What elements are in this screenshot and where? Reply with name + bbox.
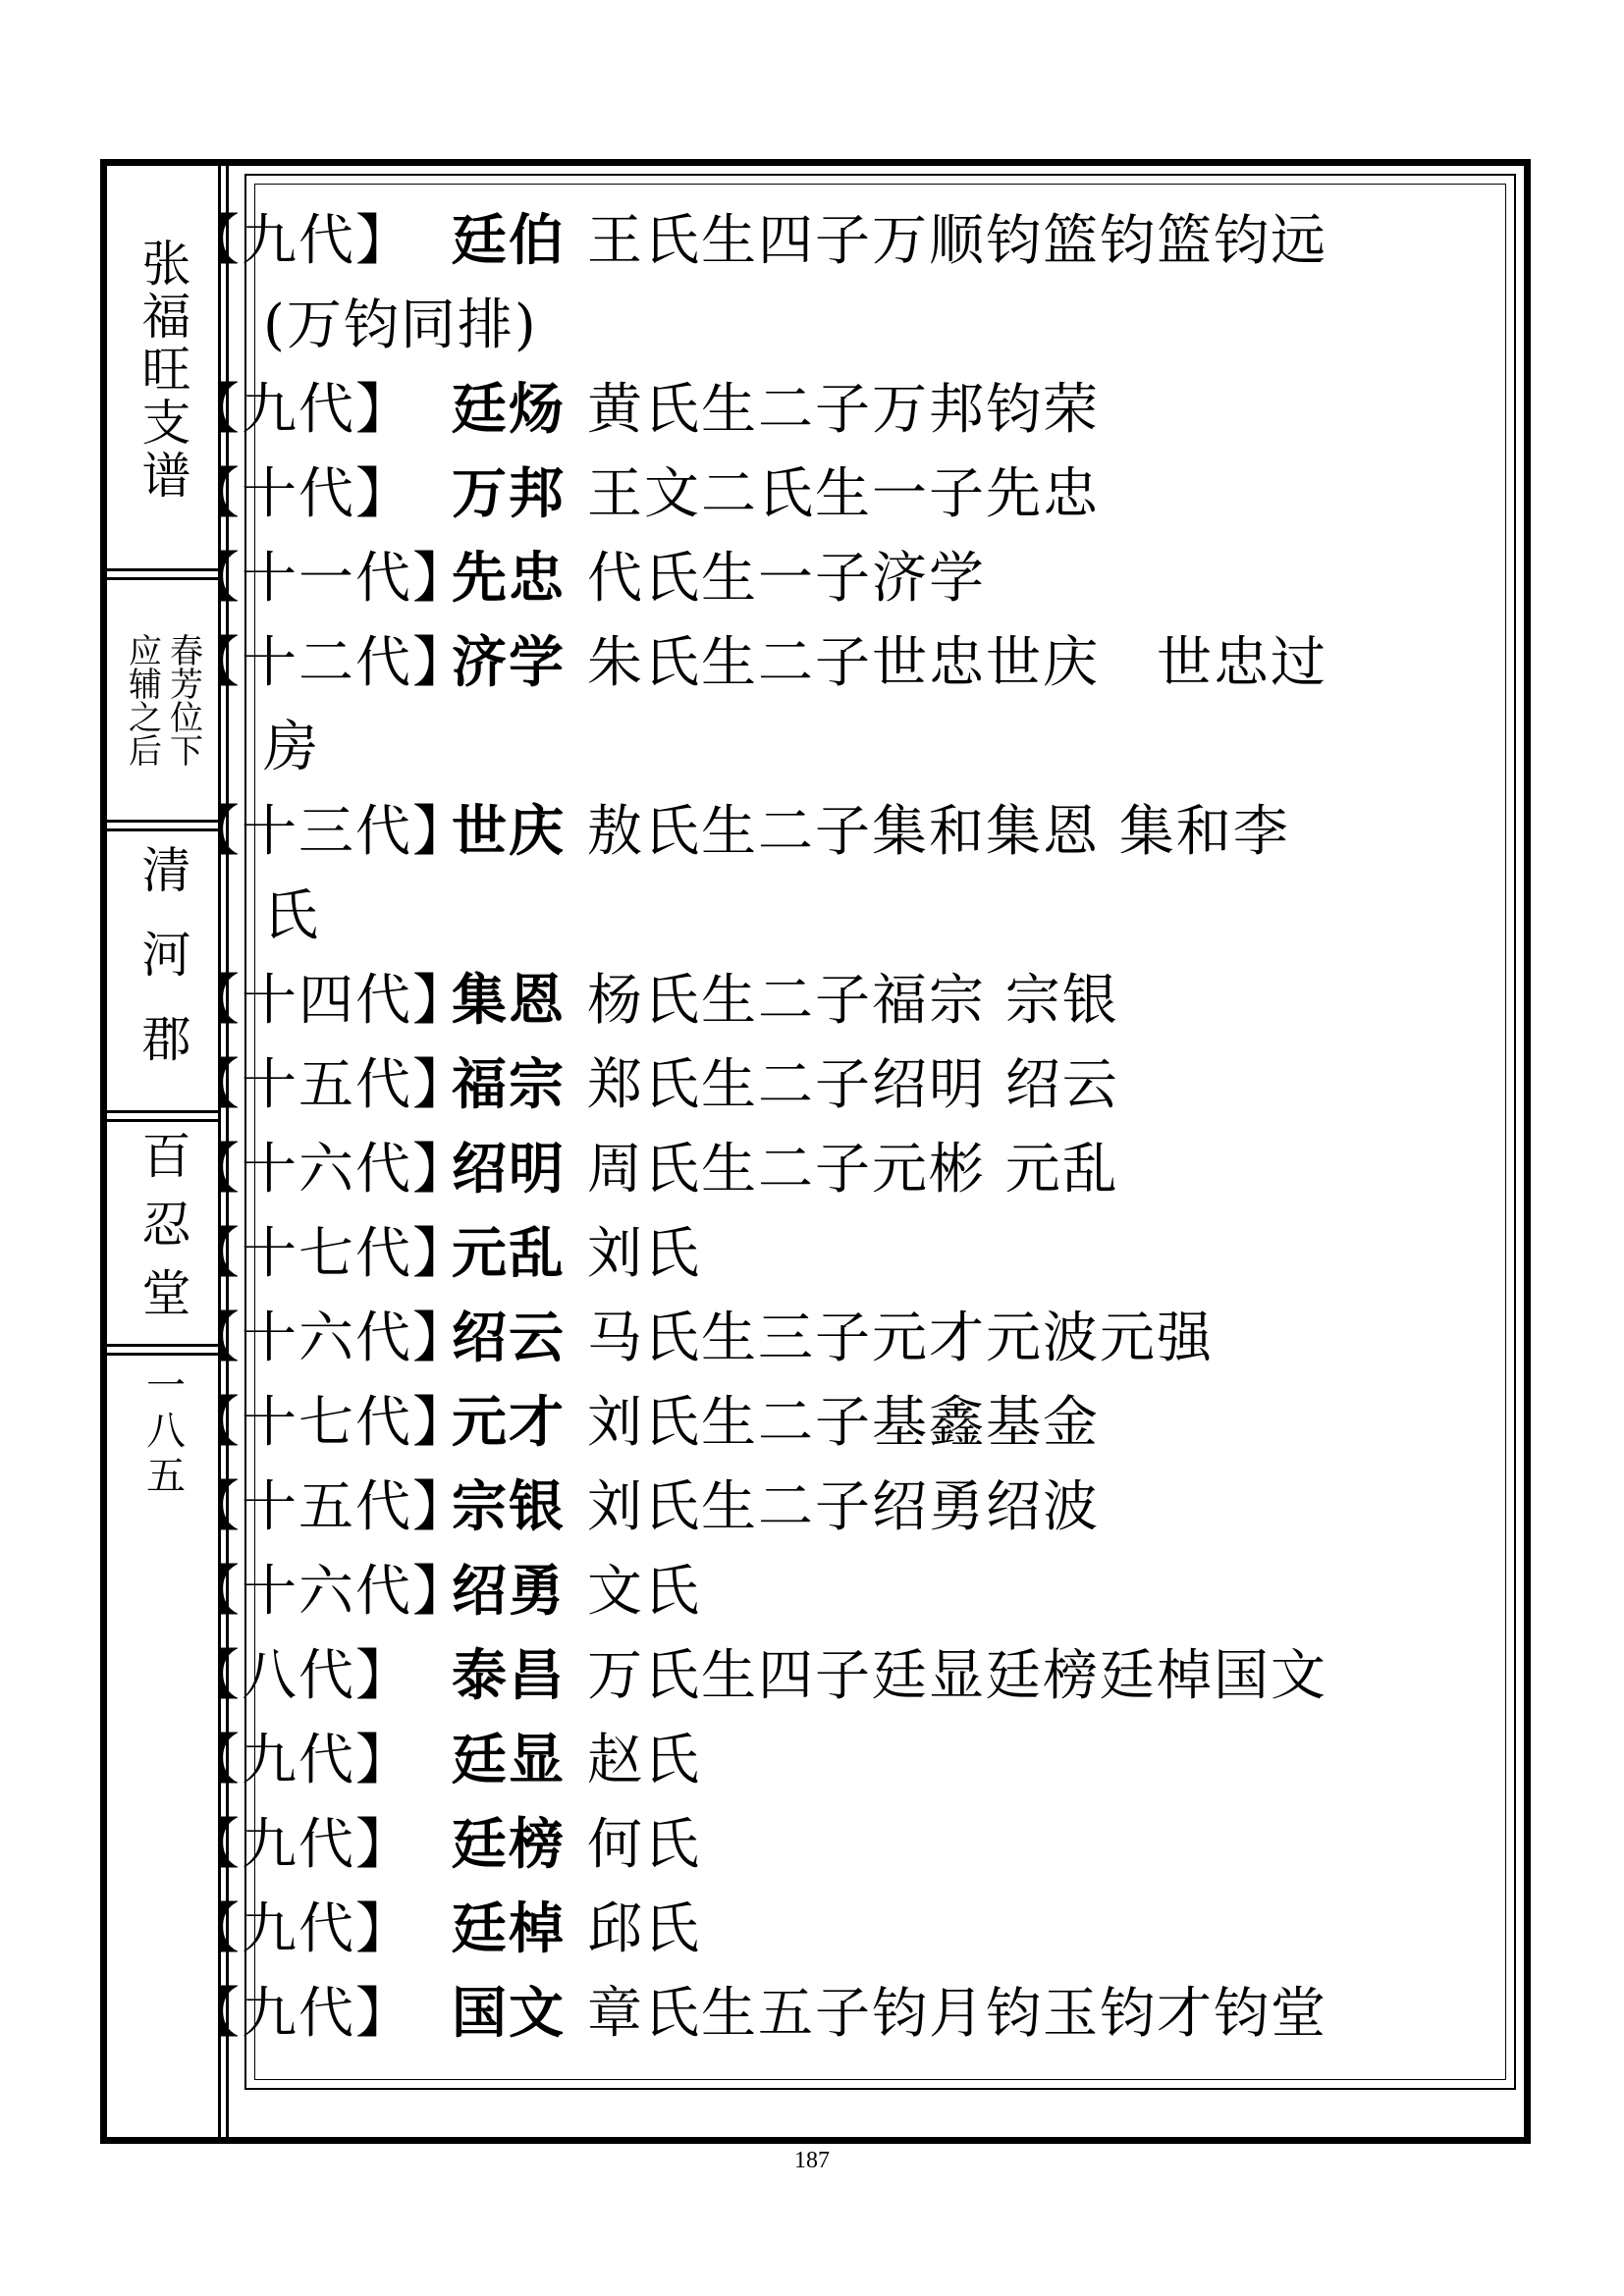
entry-text: 刘氏生二子基鑫基金	[587, 1391, 1100, 1455]
person-name: 廷棹	[452, 1897, 566, 1961]
entry-continuation: 房	[263, 716, 320, 779]
generation-label: 【九代】	[185, 1982, 412, 2046]
entry-text: 郑氏生二子绍明 绍云	[587, 1053, 1119, 1117]
entry-line	[185, 1803, 1500, 1888]
person-name: 元才	[452, 1391, 566, 1455]
entry-text: 杨氏生二子福宗 宗银	[587, 969, 1119, 1033]
person-name: 廷显	[452, 1729, 566, 1792]
entry-text: 黄氏生二子万邦钧荣	[587, 378, 1100, 442]
generation-label: 【十七代】	[185, 1391, 469, 1455]
entry-line	[185, 621, 1500, 706]
person-name: 泰昌	[452, 1644, 566, 1708]
entry-line	[185, 790, 1500, 875]
person-name: 福宗	[452, 1053, 566, 1117]
commandery-name: 清河郡	[134, 844, 191, 1097]
entry-text: 马氏生三子元才元波元强	[587, 1307, 1214, 1370]
entry-continuation: (万钧同排)	[263, 294, 538, 357]
entry-text: 刘氏	[587, 1222, 701, 1286]
person-name: 廷伯	[452, 209, 566, 273]
generation-label: 【九代】	[185, 1897, 412, 1961]
entry-line	[185, 1128, 1500, 1212]
generation-label: 【九代】	[185, 1729, 412, 1792]
folio-number: 一八五	[139, 1364, 186, 1500]
person-name: 先忠	[452, 547, 566, 611]
entry-text: 代氏生一子济学	[587, 547, 986, 611]
entry-line	[185, 1972, 1500, 2056]
generation-label: 【十六代】	[185, 1307, 469, 1370]
person-name: 万邦	[452, 462, 566, 526]
entry-text: 章氏生五子钧月钧玉钧才钧堂	[587, 1982, 1327, 2046]
generation-label: 【九代】	[185, 378, 412, 442]
person-name: 廷榜	[452, 1813, 566, 1877]
person-name: 绍勇	[452, 1560, 566, 1624]
generation-label: 【九代】	[185, 209, 412, 273]
entry-text: 刘氏生二子绍勇绍波	[587, 1475, 1100, 1539]
entry-text: 赵氏	[587, 1729, 701, 1792]
entry-line	[185, 1550, 1500, 1634]
entry-line	[185, 1297, 1500, 1381]
entry-line	[185, 1888, 1500, 1972]
person-name: 世庆	[452, 800, 566, 864]
generation-label: 【十五代】	[185, 1053, 469, 1117]
entry-line	[185, 1466, 1500, 1550]
person-name: 集恩	[452, 969, 566, 1033]
person-name: 元乱	[452, 1222, 566, 1286]
generation-label: 【十七代】	[185, 1222, 469, 1286]
person-name: 国文	[452, 1982, 566, 2046]
entry-continuation: 氏	[263, 884, 320, 948]
entry-line	[185, 368, 1500, 453]
entry-line	[185, 453, 1500, 537]
hall-name: 百忍堂	[134, 1130, 191, 1336]
entry-line	[185, 1719, 1500, 1803]
person-name: 绍明	[452, 1138, 566, 1201]
generation-label: 【十五代】	[185, 1475, 469, 1539]
entry-line	[185, 1381, 1500, 1466]
entry-line	[185, 1043, 1500, 1128]
entry-text: 文氏	[587, 1560, 701, 1624]
generation-label: 【八代】	[185, 1644, 412, 1708]
branch-note-left: 应辅之后	[122, 633, 162, 767]
genealogy-entries	[185, 199, 1500, 2056]
generation-label: 【九代】	[185, 1813, 412, 1877]
person-name: 绍云	[452, 1307, 566, 1370]
entry-text: 王氏生四子万顺钧篮钧篮钧远	[587, 209, 1327, 273]
entry-text: 万氏生四子廷显廷榜廷棹国文	[587, 1644, 1327, 1708]
entry-text: 敖氏生二子集和集恩 集和李	[587, 800, 1290, 864]
generation-label: 【十三代】	[185, 800, 469, 864]
entry-line	[185, 959, 1500, 1043]
entry-line	[185, 1212, 1500, 1297]
generation-label: 【十六代】	[185, 1138, 469, 1201]
generation-label: 【十四代】	[185, 969, 469, 1033]
page-number: 187	[794, 2148, 830, 2173]
generation-label: 【十一代】	[185, 547, 469, 611]
generation-label: 【十二代】	[185, 631, 469, 695]
entry-text: 何氏	[587, 1813, 701, 1877]
genealogy-title: 张福旺支谱	[134, 238, 191, 503]
person-name: 济学	[452, 631, 566, 695]
entry-text: 周氏生二子元彬 元乱	[587, 1138, 1119, 1201]
entry-text: 邱氏	[587, 1897, 701, 1961]
person-name: 廷炀	[452, 378, 566, 442]
generation-label: 【十代】	[185, 462, 412, 526]
branch-note-right: 春芳位下	[163, 633, 203, 767]
entry-text: 王文二氏生一子先忠	[587, 462, 1100, 526]
entry-line	[185, 199, 1500, 284]
entry-text: 朱氏生二子世忠世庆 世忠过	[587, 631, 1327, 695]
generation-label: 【十六代】	[185, 1560, 469, 1624]
entry-line	[185, 537, 1500, 621]
person-name: 宗银	[452, 1475, 566, 1539]
entry-line	[185, 1634, 1500, 1719]
